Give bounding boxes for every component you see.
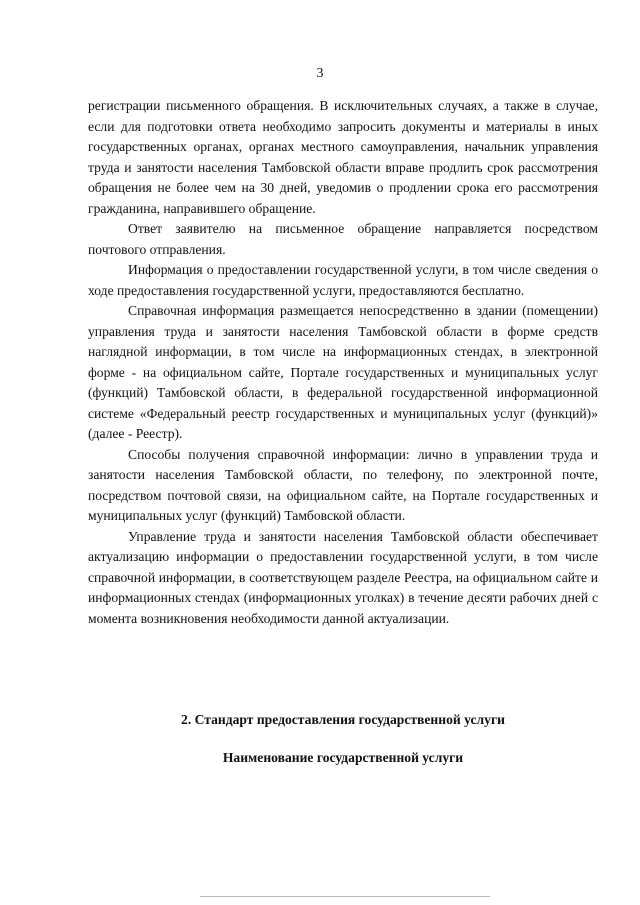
footer-divider <box>200 896 490 897</box>
paragraph-response-by-mail: Ответ заявителю на письменное обращение направляется посредством почтового отправления. <box>88 221 598 257</box>
paragraph-continuation: регистрации письменного обращения. В исключительных случаях, а также в случае, если для подготовки ответа необходимо запросить документы и материалы в иных государственных органах, органах местного самоуправления, начальник управления труда и занятости населения Тамбовской области вправе продлить срок рассмотрения обращения не более чем на 30 дней, уведомив о продлении срока его рассмотрения гражданина, направившего обращение. <box>88 98 598 216</box>
paragraph-ways-to-obtain: Способы получения справочной информации: лично в управлении труда и занятости населения Тамбовской области, по телефону, по электронной почте, посредством почтовой связи, на официальном сайте, на Портале государственных и муниципальных услуг (функций) Тамбовской области. <box>88 446 598 523</box>
sub-heading: Наименование государственной услуги <box>222 750 464 765</box>
document-body <box>88 96 598 629</box>
paragraph-reference-information: Справочная информация размещается непосредственно в здании (помещении) управления труда и занятости населения Тамбовской области в форме средств наглядной информации, в том числе на информационных стендах, в электронной форме - на официальном сайте, Портале государственных и муниципальных услуг (функций) Тамбовской области, в федеральной государственной информационной системе «Федеральный реестр государственных и муниципальных услуг (функций)» (далее - Реестр). <box>88 303 598 441</box>
paragraph-information-update: Управление труда и занятости населения Тамбовской области обеспечивает актуализацию информации о предоставлении государственной услуги, в том числе справочной информации, в соответствующем разделе Реестра, на официальном сайте и информационных стендах (информационных уголках) в течение десяти рабочих дней с момента возникновения необходимости данной актуализации. <box>88 528 598 626</box>
page-number: 3 <box>316 66 324 81</box>
paragraph-free-information: Информация о предоставлении государственной услуги, в том числе сведения о ходе предоставления государственной услуги, предоставляются бесплатно. <box>88 262 598 298</box>
section-heading: 2. Стандарт предоставления государственной услуги <box>181 712 505 727</box>
